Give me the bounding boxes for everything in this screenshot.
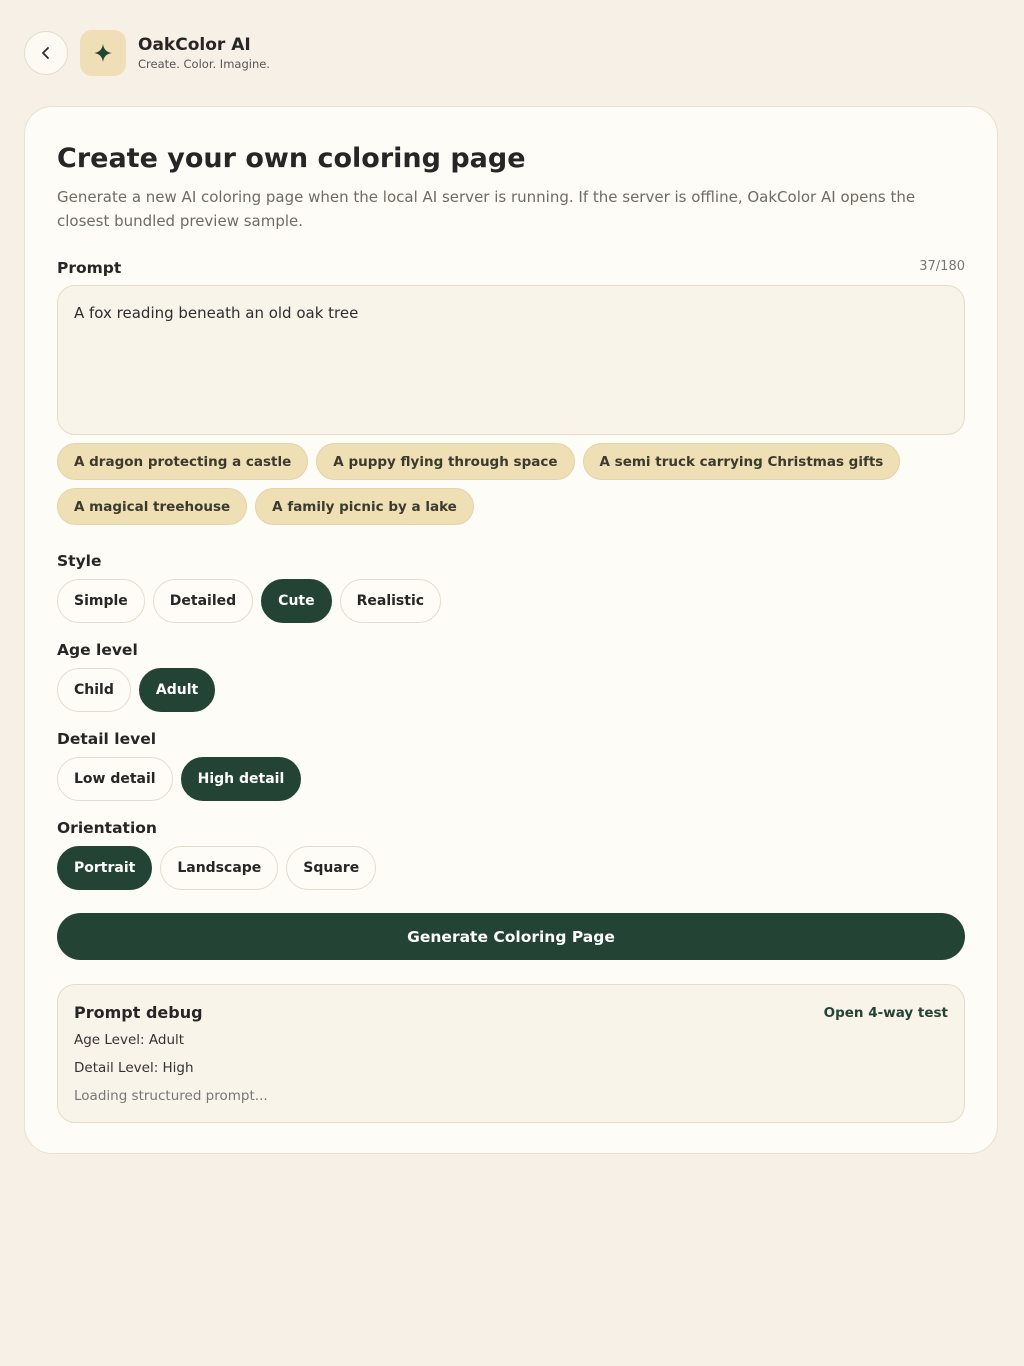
orientation-option-square[interactable]: Square [286,846,376,890]
chevron-left-icon [39,46,53,60]
detail-option-low[interactable]: Low detail [57,757,173,801]
age-level-label: Age level [57,641,138,659]
generate-button[interactable]: Generate Coloring Page [57,913,965,960]
brand-block [138,35,270,72]
app-logo [80,30,126,76]
page-title: Create your own coloring page [57,143,526,174]
create-card [24,106,998,1154]
style-option-detailed[interactable]: Detailed [153,579,253,623]
suggestion-chip[interactable]: A semi truck carrying Christmas gifts [583,443,901,480]
orientation-option-portrait[interactable]: Portrait [57,846,152,890]
suggestion-chip[interactable]: A dragon protecting a castle [57,443,308,480]
style-option-cute[interactable]: Cute [261,579,331,623]
prompt-suggestions [57,443,965,525]
prompt-debug-panel [57,984,965,1123]
sparkle-icon [93,43,113,63]
suggestion-chip[interactable]: A family picnic by a lake [255,488,474,525]
prompt-input[interactable]: A fox reading beneath an old oak tree [57,285,965,435]
orientation-option-landscape[interactable]: Landscape [160,846,278,890]
age-level-options [57,668,215,712]
prompt-char-counter: 37/180 [919,259,965,274]
age-option-adult[interactable]: Adult [139,668,215,712]
style-option-simple[interactable]: Simple [57,579,145,623]
detail-option-high[interactable]: High detail [181,757,302,801]
detail-level-options [57,757,301,801]
app-name: OakColor AI [138,34,251,55]
style-options [57,579,441,623]
debug-status: Loading structured prompt... [74,1088,268,1104]
app-header [24,30,270,76]
debug-age-level: Age Level: Adult [74,1032,185,1048]
page-description: Generate a new AI coloring page when the local AI server is running. If the server is offline, OakColor AI opens the closest bundled preview sample. [57,188,916,230]
style-label: Style [57,552,102,570]
detail-level-label: Detail level [57,730,157,748]
app-tagline: Create. Color. Imagine. [138,56,270,71]
suggestion-chip[interactable]: A puppy flying through space [316,443,574,480]
style-option-realistic[interactable]: Realistic [340,579,441,623]
debug-detail-level: Detail Level: High [74,1060,194,1076]
orientation-options [57,846,376,890]
suggestion-chip[interactable]: A magical treehouse [57,488,247,525]
back-button[interactable] [24,31,68,75]
debug-title: Prompt debug [74,1003,203,1022]
age-option-child[interactable]: Child [57,668,131,712]
orientation-label: Orientation [57,819,157,837]
open-4-way-test-link[interactable]: Open 4-way test [823,1005,948,1021]
prompt-label: Prompt [57,259,122,277]
